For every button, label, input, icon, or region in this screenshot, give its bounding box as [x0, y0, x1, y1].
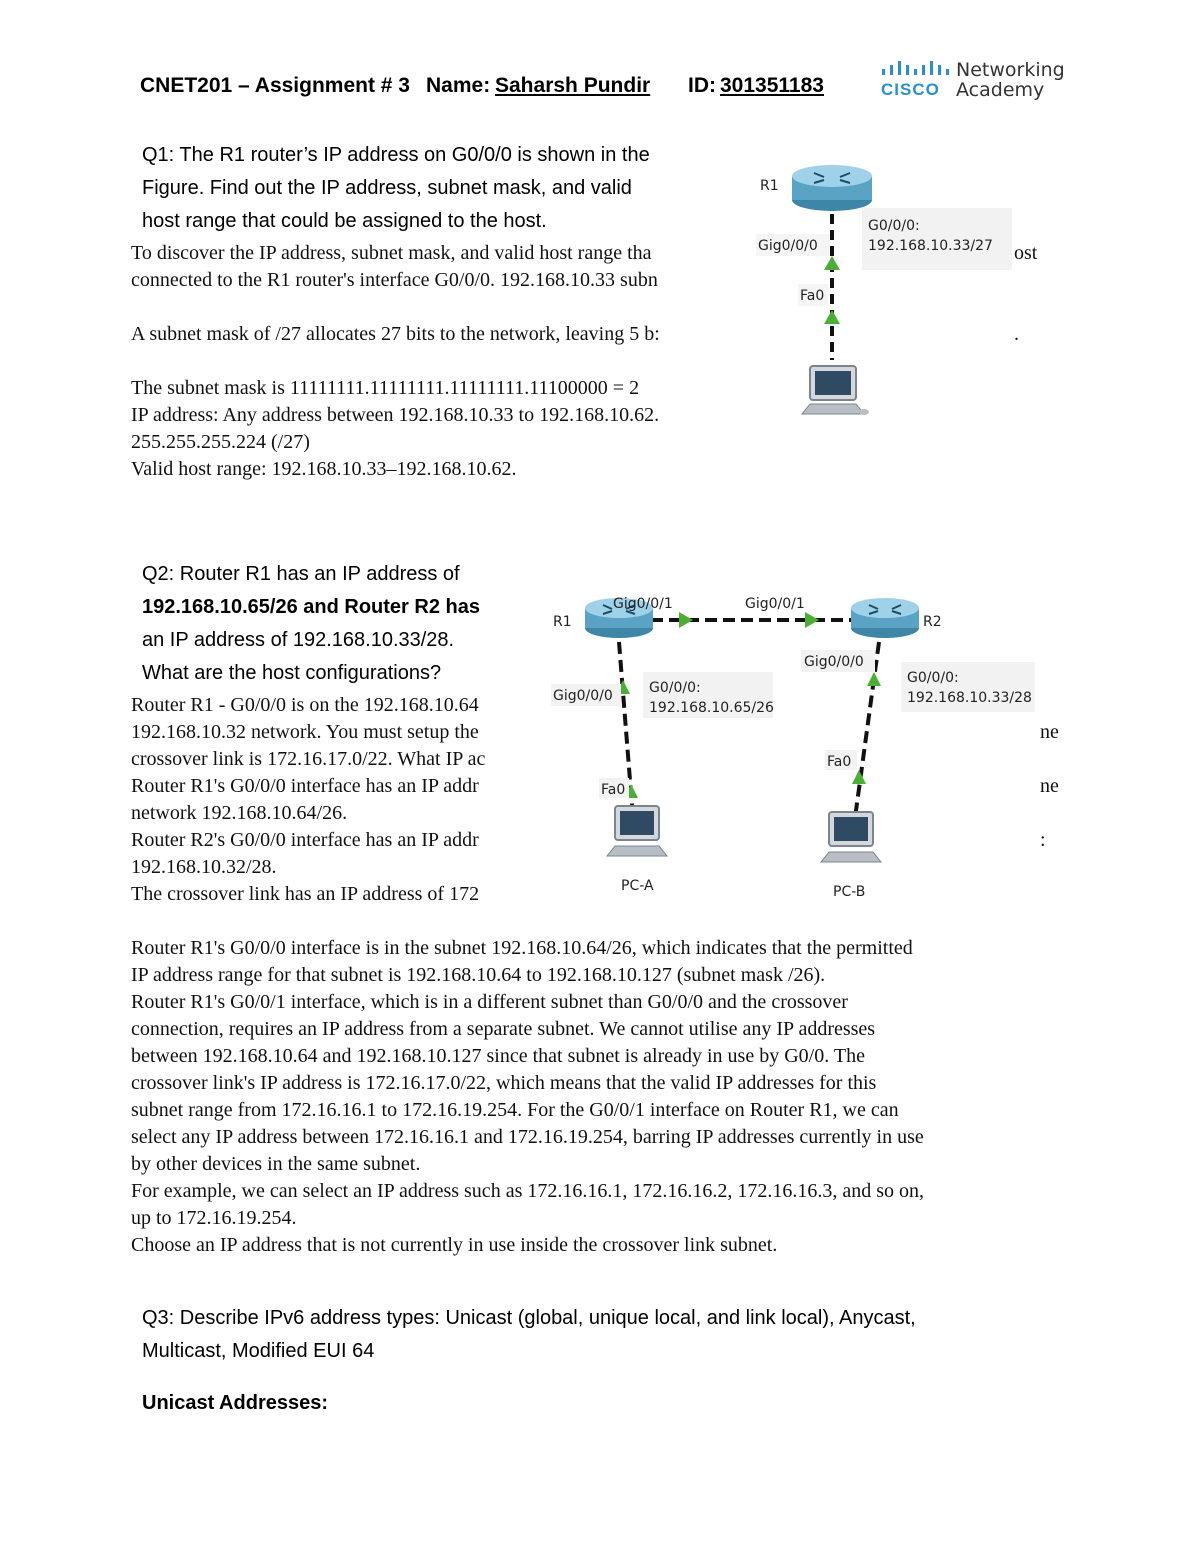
- q2-r2-info-line-2: 192.168.10.33/28: [907, 690, 1032, 706]
- q3-subheading: Unicast Addresses:: [142, 1392, 328, 1414]
- q1-body-line-6: 255.255.255.224 (/27): [131, 431, 310, 453]
- q1-heading-line-2: Figure. Find out the IP address, subnet mask, and valid: [142, 177, 632, 199]
- id-label: ID:: [688, 74, 716, 97]
- pc-host-icon: [802, 366, 869, 415]
- logo-line-1: Networking: [956, 59, 1065, 81]
- q2-heading-line-3: an IP address of 192.168.10.33/28.: [142, 629, 455, 651]
- q2-fragment-2: ne: [1040, 775, 1059, 797]
- q2-body-line-11: up to 172.16.19.254.: [131, 1207, 297, 1229]
- q1-fragment-1: ost: [1014, 242, 1038, 264]
- q2-body-line-10: For example, we can select an IP address such as 172.16.16.1, 172.16.16.2, 172.16.16.3, and so on,: [131, 1180, 925, 1202]
- cisco-logo: [880, 59, 1065, 102]
- q2-pca-port: Fa0: [601, 782, 626, 798]
- q2-partial-line-1: Router R1 - G0/0/0 is on the 192.168.10.64: [131, 694, 479, 716]
- q2-pcb-label: PC-B: [833, 884, 866, 900]
- q2-body-line-3: Router R1's G0/0/1 interface, which is in a different subnet than G0/0/0 and the crossover: [131, 991, 848, 1013]
- q2-topology-figure: [543, 580, 1039, 908]
- router-r2-icon: [851, 598, 919, 638]
- q2-body-line-6: crossover link's IP address is 172.16.17.0/22, which means that the valid IP addresses for this: [131, 1072, 877, 1094]
- q2-partial-line-6: Router R2's G0/0/0 interface has an IP addr: [131, 829, 479, 851]
- q2-fragment-3: :: [1040, 829, 1046, 851]
- link-arrow-icon: [805, 612, 819, 628]
- q2-partial-line-2: 192.168.10.32 network. You must setup the: [131, 721, 479, 743]
- link-up-arrow-icon: [824, 256, 840, 270]
- q2-body-line-12: Choose an IP address that is not currently in use inside the crossover link subnet.: [131, 1234, 778, 1256]
- logo-line-2: Academy: [956, 79, 1045, 101]
- q1-router-port: Gig0/0/0: [758, 238, 818, 254]
- q2-r2-link-port: Gig0/0/1: [745, 596, 805, 612]
- q2-r1-info-line-2: 192.168.10.65/26: [649, 700, 774, 716]
- q2-pcb-port: Fa0: [827, 754, 852, 770]
- q2-partial-line-4: Router R1's G0/0/0 interface has an IP addr: [131, 775, 479, 797]
- q2-body-line-8: select any IP address between 172.16.16.1 and 172.16.19.254, barring IP addresses currently in use: [131, 1126, 924, 1148]
- q1-body-line-2: connected to the R1 router's interface G0/0/0. 192.168.10.33 subn: [131, 269, 658, 291]
- q1-info-line-2: 192.168.10.33/27: [868, 238, 993, 254]
- q2-r1-link-port: Gig0/0/1: [613, 596, 673, 612]
- q3-heading-line-2: Multicast, Modified EUI 64: [142, 1340, 375, 1362]
- q2-heading-line-2: 192.168.10.65/26 and Router R2 has: [142, 596, 480, 618]
- q2-r2-lan-port: Gig0/0/0: [804, 654, 864, 670]
- q1-info-line-1: G0/0/0:: [868, 218, 920, 234]
- q1-router-label: R1: [760, 178, 779, 194]
- cisco-wordmark: CISCO: [881, 80, 940, 99]
- q1-topology-figure: [752, 162, 1014, 452]
- q2-partial-line-3: crossover link is 172.16.17.0/22. What IP ac: [131, 748, 486, 770]
- cisco-bars-icon: [880, 60, 950, 100]
- q1-heading-line-1: Q1: The R1 router’s IP address on G0/0/0 is shown in the: [142, 144, 650, 166]
- q1-body-line-5: IP address: Any address between 192.168.10.33 to 192.168.10.62.: [131, 404, 660, 426]
- q2-partial-line-5: network 192.168.10.64/26.: [131, 802, 348, 824]
- q2-partial-line-7: 192.168.10.32/28.: [131, 856, 277, 878]
- course-title: CNET201 – Assignment # 3: [140, 74, 410, 97]
- q2-heading-line-4: What are the host configurations?: [142, 662, 442, 684]
- q2-body-line-2: IP address range for that subnet is 192.168.10.64 to 192.168.10.127 (subnet mask /26).: [131, 964, 826, 986]
- q2-partial-line-8: The crossover link has an IP address of 172: [131, 883, 480, 905]
- q2-fragment-1: ne: [1040, 721, 1059, 743]
- q3-heading-line-1: Q3: Describe IPv6 address types: Unicast (global, unique local, and link local), Anycast,: [142, 1307, 916, 1329]
- q2-pca-label: PC-A: [621, 878, 654, 894]
- q2-body-line-4: connection, requires an IP address from a separate subnet. We cannot utilise any IP addresses: [131, 1018, 876, 1040]
- link-arrow-icon: [679, 612, 693, 628]
- q2-r1-info-line-1: G0/0/0:: [649, 680, 701, 696]
- link-arrow-icon: [867, 672, 881, 686]
- link-arrow-icon: [852, 770, 866, 784]
- id-value: 301351183: [720, 74, 824, 97]
- name-value: Saharsh Pundir: [495, 74, 651, 97]
- q2-heading-line-1: Q2: Router R1 has an IP address of: [142, 563, 460, 585]
- q1-body-line-3: A subnet mask of /27 allocates 27 bits to the network, leaving 5 b:: [131, 323, 660, 345]
- name-label: Name:: [426, 74, 491, 97]
- q1-heading-line-3: host range that could be assigned to the host.: [142, 210, 547, 232]
- q1-body-line-1: To discover the IP address, subnet mask, and valid host range tha: [131, 242, 652, 264]
- q2-body-line-5: between 192.168.10.64 and 192.168.10.127 since that subnet is already in use by G0/0. The: [131, 1045, 865, 1067]
- pc-a-icon: [607, 806, 667, 856]
- q2-r2-label: R2: [923, 614, 942, 630]
- q1-body-line-4: The subnet mask is 11111111.11111111.11111111.11100000 = 2: [131, 377, 640, 399]
- link-up-arrow-icon: [824, 310, 840, 324]
- q2-body-line-1: Router R1's G0/0/0 interface is in the subnet 192.168.10.64/26, which indicates that the permitted: [131, 937, 913, 959]
- q2-body-line-7: subnet range from 172.16.16.1 to 172.16.19.254. For the G0/0/1 interface on Router R1, we can: [131, 1099, 899, 1121]
- q2-body-line-9: by other devices in the same subnet.: [131, 1153, 421, 1175]
- q1-fragment-2: .: [1014, 323, 1019, 345]
- router-r1-icon: [792, 165, 872, 211]
- q1-body-line-7: Valid host range: 192.168.10.33–192.168.10.62.: [131, 458, 517, 480]
- q2-r2-info-line-1: G0/0/0:: [907, 670, 959, 686]
- q1-host-port: Fa0: [800, 288, 825, 304]
- pc-b-icon: [821, 812, 881, 862]
- q2-r1-label: R1: [553, 614, 572, 630]
- q2-r1-lan-port: Gig0/0/0: [553, 688, 613, 704]
